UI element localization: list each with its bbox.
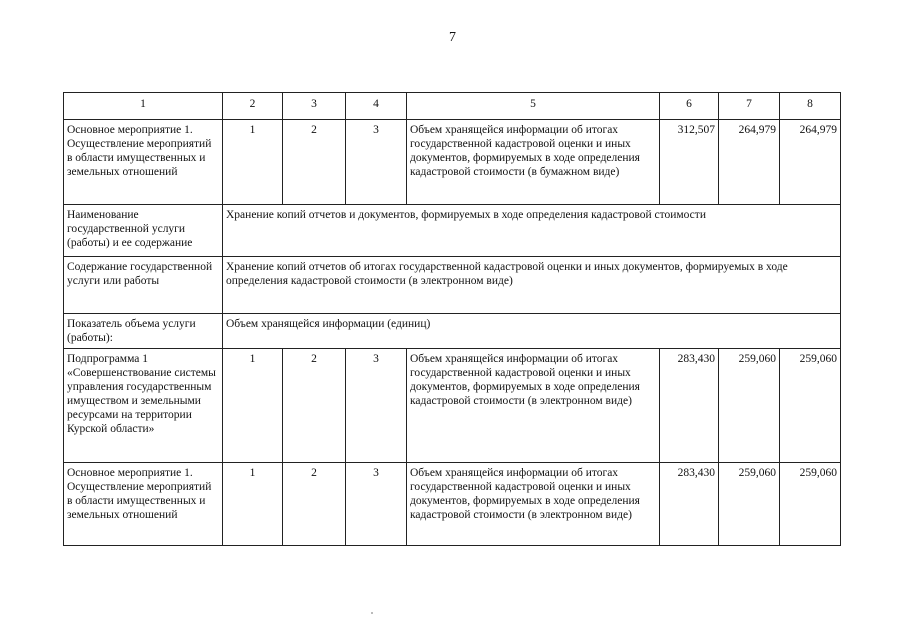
data-table — [63, 92, 841, 546]
table-cell: 3 — [346, 120, 407, 205]
label-cell: Показатель объема услуги (работы): — [64, 314, 223, 349]
value-cell: 264,979 — [719, 120, 780, 205]
table-row — [64, 257, 841, 314]
table-row — [64, 349, 841, 463]
header-cell: 3 — [283, 93, 346, 120]
table-row — [64, 463, 841, 546]
value-cell: 264,979 — [780, 120, 841, 205]
header-cell: 4 — [346, 93, 407, 120]
header-cell: 1 — [64, 93, 223, 120]
subprogram-name-cell: Подпрограмма 1 «Совершенствование системы управления государственным имуществом и земельными ресурсами на территории Курской области» — [64, 349, 223, 463]
table-cell: 2 — [283, 463, 346, 546]
merged-value-cell: Объем хранящейся информации (единиц) — [223, 314, 841, 349]
value-cell: 259,060 — [719, 463, 780, 546]
label-cell: Содержание государственной услуги или работы — [64, 257, 223, 314]
table-cell: 2 — [283, 349, 346, 463]
table-cell: 3 — [346, 463, 407, 546]
table-cell: 1 — [223, 120, 283, 205]
indicator-cell: Объем хранящейся информации об итогах государственной кадастровой оценки и иных документов, формируемых в ходе определения кадастровой стоимости (в бумажном виде) — [407, 120, 660, 205]
label-cell: Наименование государственной услуги (работы) и ее содержание — [64, 205, 223, 257]
indicator-cell: Объем хранящейся информации об итогах государственной кадастровой оценки и иных документов, формируемых в ходе определения кадастровой стоимости (в электронном виде) — [407, 349, 660, 463]
table-cell: 1 — [223, 349, 283, 463]
table-row — [64, 205, 841, 257]
value-cell: 259,060 — [719, 349, 780, 463]
table-row — [64, 120, 841, 205]
value-cell: 312,507 — [660, 120, 719, 205]
indicator-cell: Объем хранящейся информации об итогах государственной кадастровой оценки и иных документов, формируемых в ходе определения кадастровой стоимости (в электронном виде) — [407, 463, 660, 546]
header-row — [64, 93, 841, 120]
page-number: 7 — [449, 30, 456, 45]
table-cell: 2 — [283, 120, 346, 205]
merged-value-cell: Хранение копий отчетов и документов, формируемых в ходе определения кадастровой стоимости — [223, 205, 841, 257]
activity-name-cell: Основное мероприятие 1. Осуществление мероприятий в области имущественных и земельных отношений — [64, 120, 223, 205]
scan-dot — [371, 612, 373, 614]
header-cell: 5 — [407, 93, 660, 120]
header-cell: 8 — [780, 93, 841, 120]
value-cell: 259,060 — [780, 349, 841, 463]
value-cell: 259,060 — [780, 463, 841, 546]
table-cell: 1 — [223, 463, 283, 546]
activity-name-cell: Основное мероприятие 1. Осуществление мероприятий в области имущественных и земельных отношений — [64, 463, 223, 546]
header-cell: 7 — [719, 93, 780, 120]
value-cell: 283,430 — [660, 349, 719, 463]
table-row — [64, 314, 841, 349]
value-cell: 283,430 — [660, 463, 719, 546]
header-cell: 2 — [223, 93, 283, 120]
merged-value-cell: Хранение копий отчетов об итогах государственной кадастровой оценки и иных документов, формируемых в ходе определения кадастровой стоимости (в электронном виде) — [223, 257, 841, 314]
header-cell: 6 — [660, 93, 719, 120]
table-cell: 3 — [346, 349, 407, 463]
